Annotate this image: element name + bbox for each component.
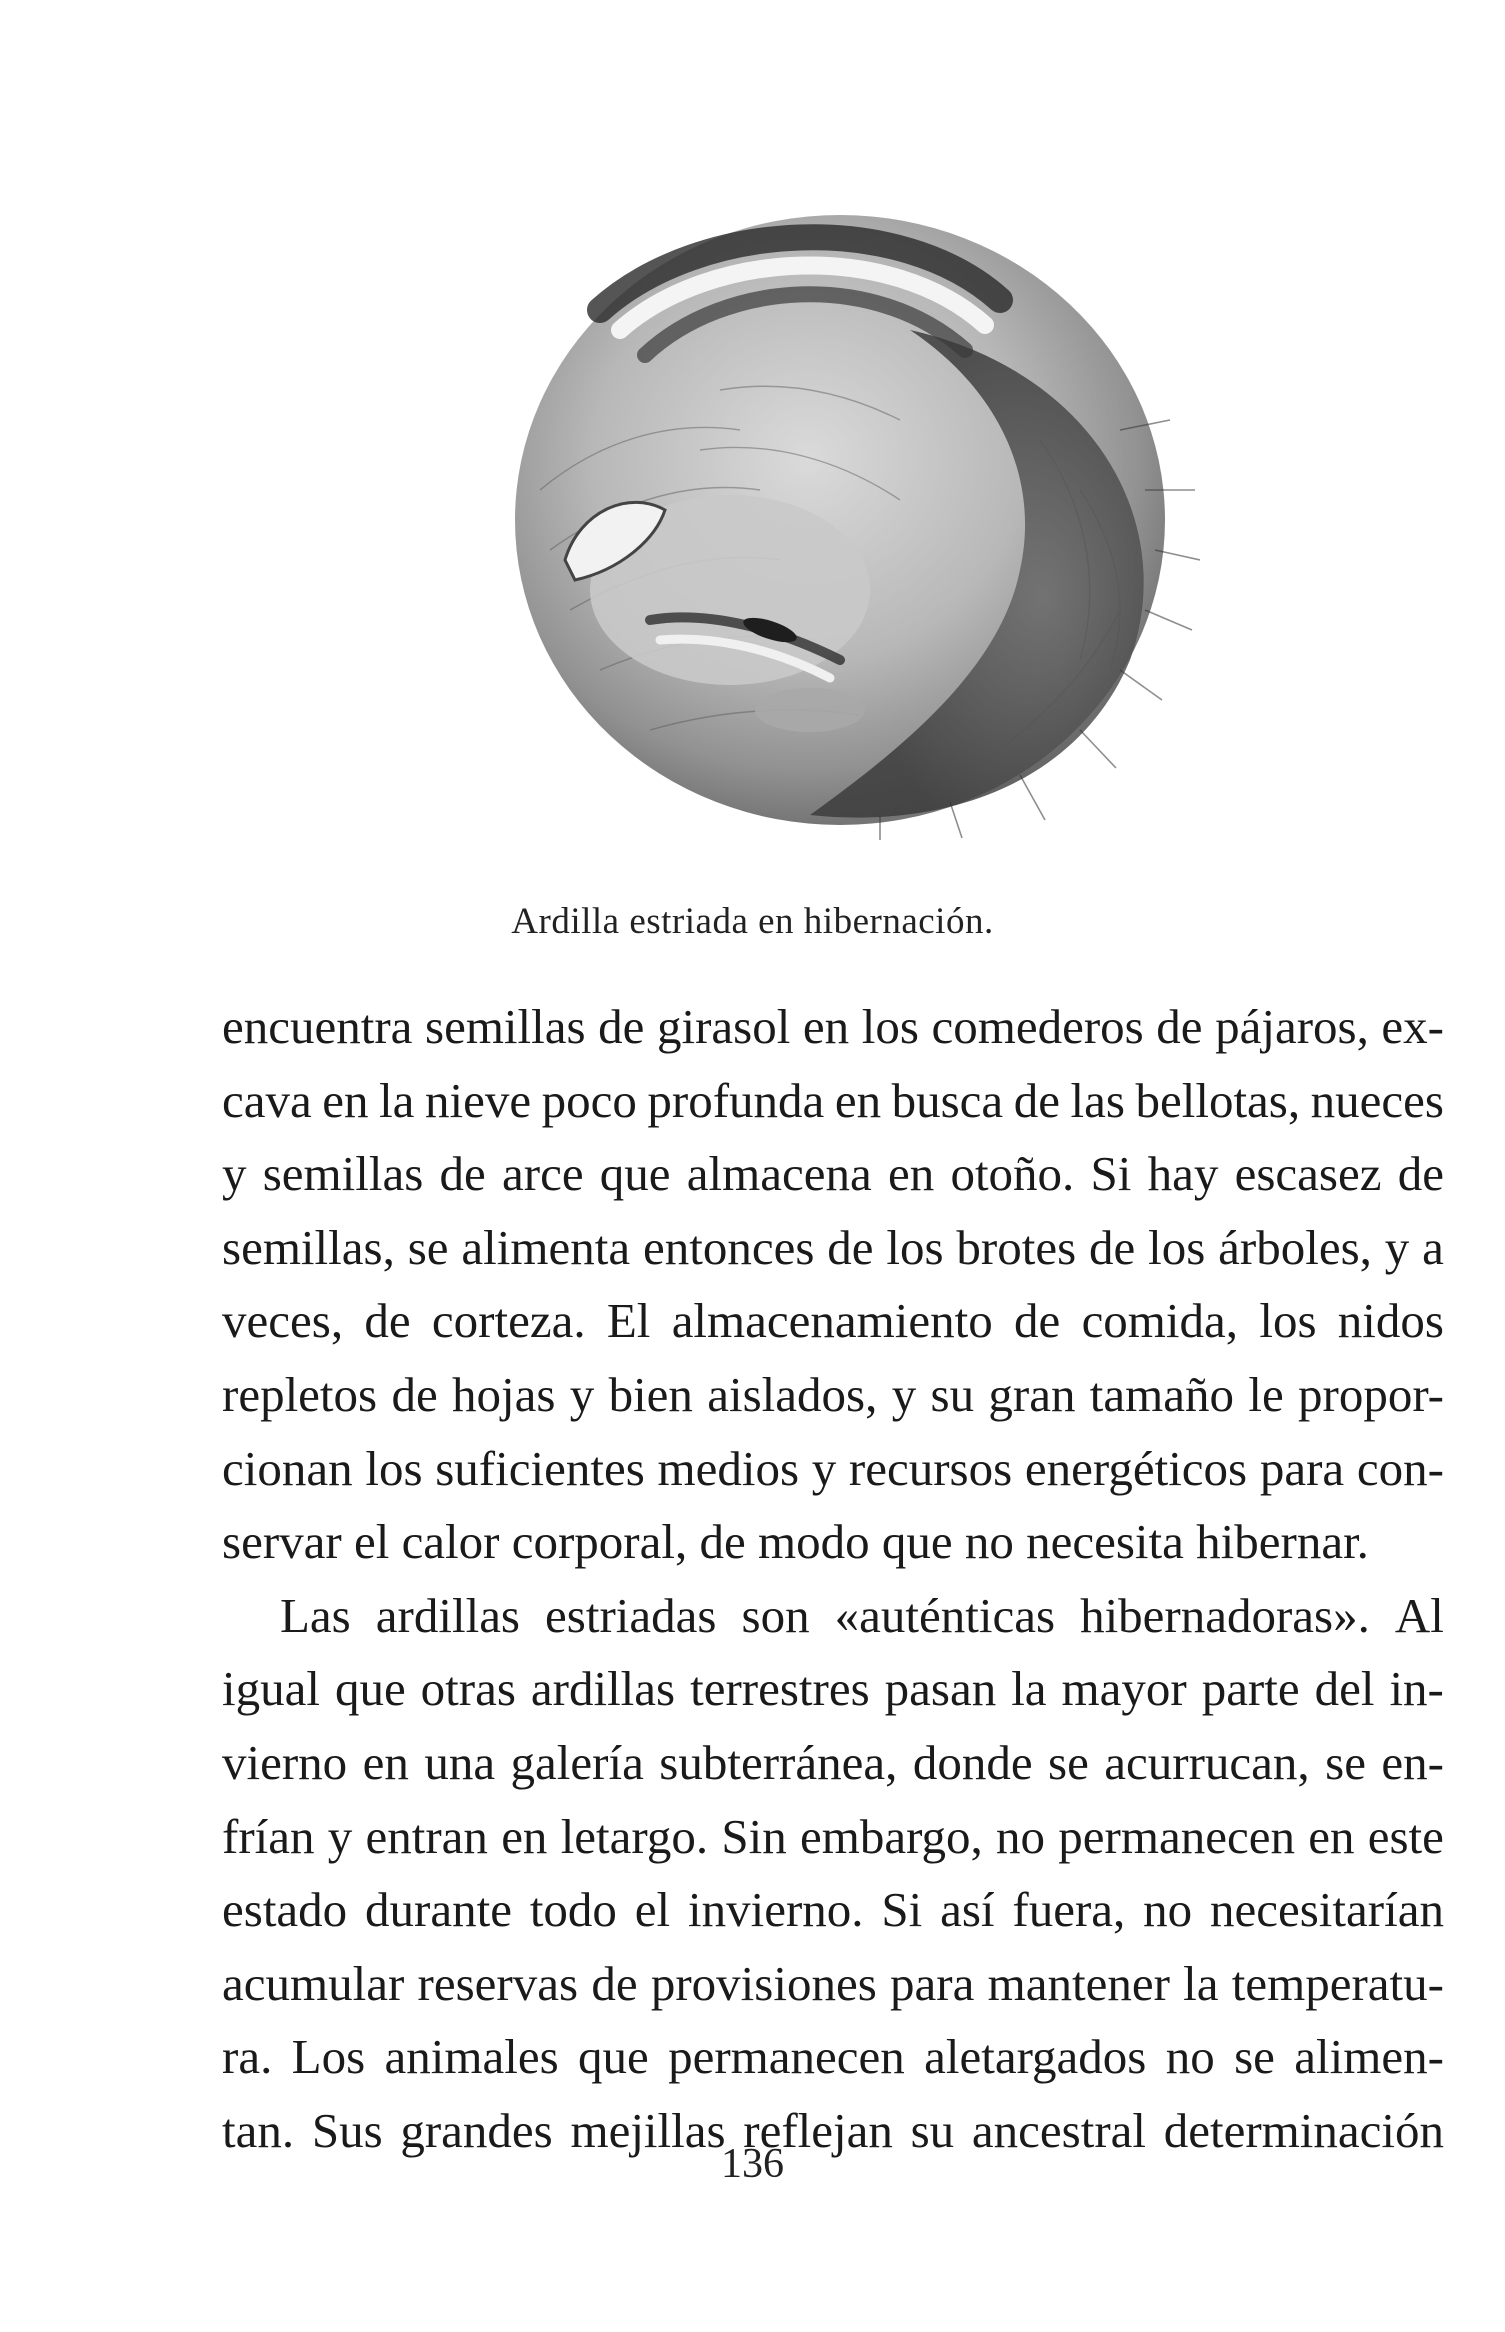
word: nieve bbox=[424, 1072, 532, 1128]
word: comida, bbox=[1081, 1293, 1239, 1349]
text-line bbox=[222, 1358, 1444, 1432]
word: la bbox=[1011, 1661, 1047, 1717]
word: invierno. bbox=[688, 1882, 864, 1938]
word: ra. bbox=[222, 2029, 273, 2085]
word: pasan bbox=[884, 1661, 997, 1717]
word: los bbox=[1259, 1293, 1317, 1349]
word: en bbox=[501, 1808, 548, 1864]
word: parte bbox=[1201, 1661, 1300, 1717]
word: no bbox=[1165, 2029, 1215, 2085]
word: árboles, bbox=[1218, 1219, 1372, 1275]
text-line bbox=[222, 1579, 1444, 1653]
word: reflejan bbox=[743, 2102, 893, 2158]
word: busca bbox=[891, 1072, 1004, 1128]
word: su bbox=[910, 2102, 955, 2158]
word: los bbox=[861, 999, 919, 1054]
word: mejillas bbox=[570, 2102, 726, 2158]
word: no bbox=[1143, 1882, 1193, 1938]
text-line bbox=[222, 1652, 1444, 1726]
word: de bbox=[1397, 1146, 1444, 1202]
word: escasez bbox=[1234, 1146, 1382, 1202]
word: este bbox=[1367, 1808, 1444, 1864]
body-text bbox=[222, 990, 1444, 2168]
word: se bbox=[1325, 1734, 1366, 1790]
word: de bbox=[1013, 1072, 1060, 1128]
word: estado bbox=[222, 1882, 348, 1938]
text-line bbox=[222, 1284, 1444, 1358]
word: la bbox=[1183, 1955, 1219, 2011]
word: aislados, bbox=[707, 1366, 878, 1422]
word: otoño. bbox=[950, 1146, 1075, 1202]
text-line bbox=[222, 1137, 1444, 1211]
word: Las bbox=[280, 1587, 351, 1643]
word: donde bbox=[912, 1734, 1033, 1790]
word: recursos bbox=[848, 1440, 1013, 1496]
word: Sin bbox=[721, 1808, 787, 1864]
word: en bbox=[1308, 1808, 1355, 1864]
word: subterránea, bbox=[659, 1734, 898, 1790]
word: aletargados bbox=[924, 2029, 1147, 2085]
word: su bbox=[930, 1366, 975, 1422]
word: en- bbox=[1381, 1734, 1444, 1790]
text-line bbox=[222, 1726, 1444, 1800]
word: en bbox=[887, 1146, 935, 1202]
word: terrestres bbox=[690, 1661, 870, 1717]
word: de bbox=[391, 1366, 438, 1422]
word: encuentra bbox=[222, 999, 413, 1054]
word: in- bbox=[1389, 1661, 1444, 1717]
word: Al bbox=[1394, 1587, 1444, 1643]
word: que bbox=[599, 1146, 671, 1202]
word: otras bbox=[420, 1661, 516, 1717]
word: provisiones bbox=[650, 1955, 877, 2011]
word: ardillas bbox=[530, 1661, 676, 1717]
word: se bbox=[1048, 1734, 1089, 1790]
text-line bbox=[222, 1211, 1444, 1285]
word: le bbox=[1248, 1366, 1284, 1422]
word: hojas bbox=[452, 1366, 556, 1422]
word: y bbox=[1384, 1219, 1410, 1275]
word: nidos bbox=[1337, 1293, 1444, 1349]
word: los bbox=[365, 1440, 423, 1496]
word: medios bbox=[657, 1440, 800, 1496]
word: Si bbox=[881, 1882, 923, 1938]
word: comederos bbox=[931, 999, 1144, 1054]
word: los bbox=[886, 1219, 944, 1275]
word: ardillas bbox=[375, 1587, 521, 1643]
word: estriadas bbox=[545, 1587, 717, 1643]
word: se bbox=[407, 1219, 449, 1275]
word: acurrucan, bbox=[1104, 1734, 1310, 1790]
word: ex- bbox=[1381, 999, 1444, 1054]
word: galería bbox=[510, 1734, 644, 1790]
word: de bbox=[1014, 1293, 1061, 1349]
word: almacenamiento bbox=[671, 1293, 993, 1349]
page-number: 136 bbox=[721, 2141, 784, 2187]
word: cionan bbox=[222, 1440, 353, 1496]
word: profunda bbox=[647, 1072, 825, 1128]
word: bellotas, bbox=[1135, 1072, 1301, 1128]
word: gran bbox=[988, 1366, 1076, 1422]
word: Si bbox=[1090, 1146, 1132, 1202]
word: energéticos bbox=[1024, 1440, 1248, 1496]
word: son bbox=[741, 1587, 810, 1643]
word: acumular bbox=[222, 1955, 405, 2011]
word: el bbox=[634, 1882, 671, 1938]
word: para bbox=[890, 1955, 975, 2011]
word: tan. bbox=[222, 2102, 295, 2158]
word: de bbox=[827, 1219, 874, 1275]
text-line bbox=[222, 1800, 1444, 1874]
word: hay bbox=[1147, 1146, 1219, 1202]
word: de bbox=[598, 999, 645, 1054]
word: almacena bbox=[686, 1146, 872, 1202]
word: tamaño bbox=[1089, 1366, 1235, 1422]
word: y bbox=[811, 1440, 837, 1496]
word: que bbox=[578, 2029, 649, 2085]
word: en bbox=[322, 1072, 369, 1128]
word: permanecen bbox=[668, 2029, 905, 2085]
word: y bbox=[891, 1366, 917, 1422]
sleeping-chipmunk-icon bbox=[480, 190, 1200, 840]
word: poco bbox=[541, 1072, 637, 1128]
word: y bbox=[569, 1366, 595, 1422]
word: no bbox=[996, 1808, 1046, 1864]
word: fuera, bbox=[1012, 1882, 1126, 1938]
word: de bbox=[439, 1146, 486, 1202]
word: grandes bbox=[400, 2102, 553, 2158]
word: alimenta bbox=[461, 1219, 631, 1275]
word: corteza. bbox=[431, 1293, 586, 1349]
word: animales bbox=[384, 2029, 559, 2085]
word: igual bbox=[222, 1661, 320, 1717]
word: las bbox=[1070, 1072, 1125, 1128]
word: ancestral bbox=[971, 2102, 1146, 2158]
word: a bbox=[1422, 1219, 1444, 1275]
text-line bbox=[222, 1432, 1444, 1506]
word: todo bbox=[529, 1882, 617, 1938]
word: brotes bbox=[956, 1219, 1077, 1275]
word: propor- bbox=[1298, 1366, 1444, 1422]
word: determinación bbox=[1163, 2102, 1444, 2158]
text-line bbox=[222, 1064, 1444, 1138]
word: reservas bbox=[417, 1955, 579, 2011]
word: durante bbox=[365, 1882, 512, 1938]
word: cava bbox=[222, 1072, 312, 1128]
word: Sus bbox=[311, 2102, 383, 2158]
word: veces, bbox=[222, 1293, 344, 1349]
word: de bbox=[1156, 999, 1203, 1054]
text-line bbox=[222, 1947, 1444, 2021]
word: en bbox=[802, 999, 850, 1054]
word: bien bbox=[608, 1366, 693, 1422]
word: vierno bbox=[222, 1734, 348, 1790]
word: en bbox=[362, 1734, 409, 1790]
word: se bbox=[1234, 2029, 1275, 2085]
text-line bbox=[222, 1873, 1444, 1947]
word: y bbox=[222, 1146, 247, 1202]
word: pájaros, bbox=[1215, 999, 1369, 1054]
word: mantener bbox=[987, 1955, 1170, 2011]
word: arce bbox=[502, 1146, 584, 1202]
word: la bbox=[379, 1072, 415, 1128]
word: semillas bbox=[425, 999, 586, 1054]
word: que bbox=[334, 1661, 406, 1717]
word: hibernadoras». bbox=[1080, 1587, 1370, 1643]
word: nueces bbox=[1310, 1072, 1444, 1128]
word: así bbox=[940, 1882, 995, 1938]
word: de bbox=[1089, 1219, 1136, 1275]
word: con- bbox=[1356, 1440, 1444, 1496]
text-line bbox=[222, 990, 1444, 1064]
word: frían bbox=[222, 1808, 315, 1864]
word: del bbox=[1314, 1661, 1375, 1717]
text-line bbox=[222, 2020, 1444, 2094]
word: suficientes bbox=[435, 1440, 645, 1496]
word: El bbox=[606, 1293, 651, 1349]
word: de bbox=[591, 1955, 638, 2011]
figure-caption: Ardilla estriada en hibernación. bbox=[511, 901, 994, 942]
word: semillas bbox=[262, 1146, 424, 1202]
word: entonces bbox=[642, 1219, 815, 1275]
word: temperatu- bbox=[1231, 1955, 1444, 2011]
word: una bbox=[424, 1734, 496, 1790]
word: entran bbox=[365, 1808, 488, 1864]
word: permanecen bbox=[1058, 1808, 1295, 1864]
text-line: servar el calor corporal, de modo que no necesita hibernar. bbox=[222, 1514, 1369, 1570]
word: los bbox=[1148, 1219, 1206, 1275]
word: embargo, bbox=[799, 1808, 983, 1864]
word: repletos bbox=[222, 1366, 378, 1422]
word: letargo. bbox=[560, 1808, 709, 1864]
word: «auténticas bbox=[834, 1587, 1056, 1643]
word: necesitarían bbox=[1209, 1882, 1444, 1938]
word: de bbox=[364, 1293, 411, 1349]
word: semillas, bbox=[222, 1219, 395, 1275]
word: alimen- bbox=[1294, 2029, 1444, 2085]
word: girasol bbox=[656, 999, 791, 1054]
word: para bbox=[1259, 1440, 1345, 1496]
word: mayor bbox=[1061, 1661, 1187, 1717]
word: y bbox=[327, 1808, 353, 1864]
word: en bbox=[834, 1072, 882, 1128]
word: Los bbox=[291, 2029, 366, 2085]
